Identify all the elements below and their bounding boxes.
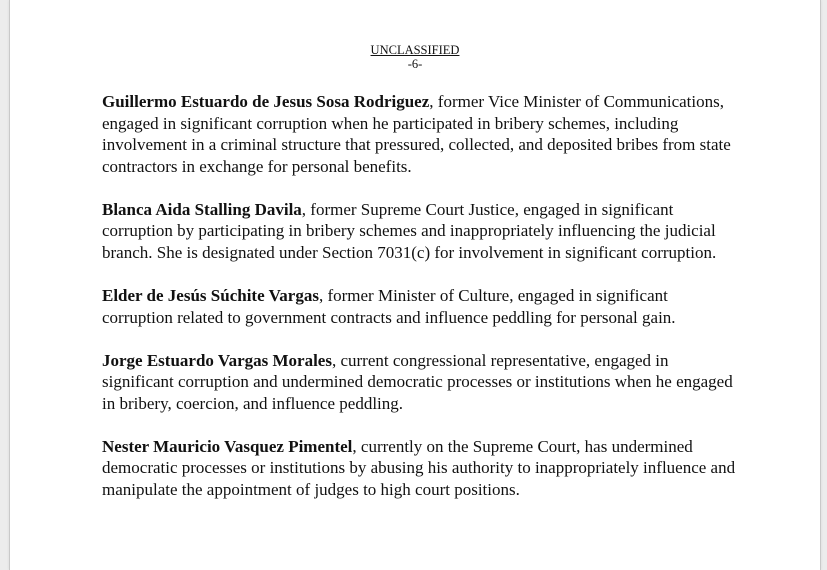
document-page — [9, 0, 821, 570]
designation-description: , former Minister of Culture, engaged in significant corruption related to government contracts and influence peddling for personal gain. — [102, 285, 676, 327]
designee-name: Jorge Estuardo Vargas Morales — [102, 350, 332, 370]
designee-name: Nester Mauricio Vasquez Pimentel — [102, 436, 353, 456]
designation-description: , currently on the Supreme Court, has undermined democratic processes or institutions by abusing his authority to inappropriately influence and manipulate the appointment of judges to high court positions. — [102, 436, 736, 499]
designation-entry — [102, 350, 742, 415]
designee-name: Elder de Jesús Súchite Vargas — [102, 285, 319, 305]
designee-name: Guillermo Estuardo de Jesus Sosa Rodriguez — [102, 92, 430, 111]
designation-description: , current congressional representative, engaged in significant corruption and undermined democratic processes or institutions when he engaged in bribery, coercion, and influence peddling. — [102, 350, 733, 413]
designee-name: Blanca Aida Stalling Davila — [102, 199, 302, 219]
page-number: -6- — [407, 57, 423, 71]
designation-description: , former Vice Minister of Communications, engaged in significant corruption when he participated in bribery schemes, including involvement in a criminal structure that pressured, collected, and deposited bribes from state contractors in exchange for personal benefits. — [102, 92, 731, 176]
designation-entry — [102, 285, 742, 328]
designation-entry — [102, 436, 742, 501]
designation-entry — [102, 91, 742, 177]
designation-entry — [102, 199, 742, 264]
classification-marking: UNCLASSIFIED — [370, 43, 460, 57]
designation-list — [102, 91, 742, 522]
designation-description: , former Supreme Court Justice, engaged in significant corruption by participating in bribery schemes and inappropriately influencing the judicial branch. She is designated under Section 7031(c) for involvement in significant corruption. — [102, 199, 717, 262]
